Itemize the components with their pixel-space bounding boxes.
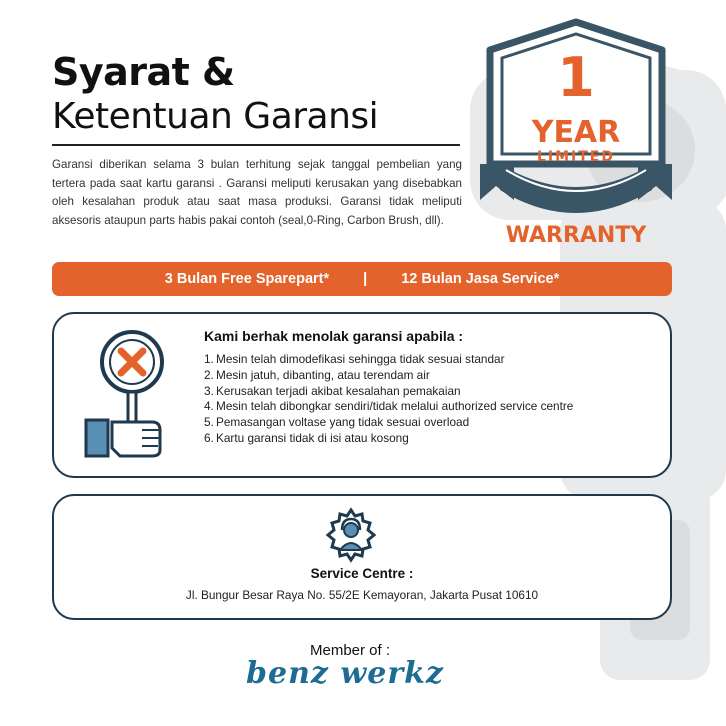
rejection-card [52, 312, 672, 478]
badge-limited: LIMITED [536, 149, 616, 165]
shield-badge-icon [476, 14, 676, 250]
list-item: 2. Mesin jatuh, dibanting, atau terendam air [204, 367, 430, 382]
list-item: 5. Pemasangan voltase yang tidak sesuai overload [204, 415, 470, 430]
banner-sparepart: 3 Bulan Free Sparepart* [164, 271, 330, 287]
banner-service: 12 Bulan Jasa Service* [401, 271, 560, 287]
support-gear-icon [322, 506, 380, 564]
banner-separator: | [363, 271, 368, 287]
service-centre-card [52, 494, 672, 620]
badge-number: 1 [557, 46, 595, 109]
badge-year: YEAR [531, 115, 621, 150]
list-item: 4. Mesin telah dibongkar sendiri/tidak melalui authorized service centre [204, 399, 574, 414]
service-centre-title: Service Centre : [310, 566, 414, 581]
warranty-coverage-banner [52, 262, 672, 296]
brand-logo: benz werkz [246, 656, 444, 691]
rejection-list [204, 352, 644, 447]
list-item: 1. Mesin telah dimodefikasi sehingga tidak sesuai standar [204, 352, 505, 366]
list-item: 6. Kartu garansi tidak di isi atau kosong [204, 430, 409, 445]
reject-magnifier-hand-icon [82, 324, 178, 458]
page-title-line-2: Ketentuan Garansi [52, 96, 379, 137]
badge-warranty: WARRANTY [505, 223, 647, 248]
rejection-title: Kami berhak menolak garansi apabila : [204, 328, 464, 344]
member-label: Member of : [309, 642, 391, 659]
list-item: 3. Kerusakan terjadi akibat kesalahan pemakaian [204, 383, 461, 398]
intro-paragraph: Garansi diberikan selama 3 bulan terhitung sejak tanggal pembelian yang tertera pada saat kartu garansi . Garansi meliputi kerusakan yang disebabkan oleh kesalahan produk atau saat masa produksi. Garansi tidak meliputi aksesoris ataupun parts habis pakai contoh (seal,0-Ring, Carbon Brush, dll). [52, 158, 462, 227]
service-centre-address: Jl. Bungur Besar Raya No. 55/2E Kemayoran, Jakarta Pusat 10610 [185, 588, 539, 602]
title-divider [52, 144, 460, 146]
page-title-line-1: Syarat & [52, 50, 235, 94]
